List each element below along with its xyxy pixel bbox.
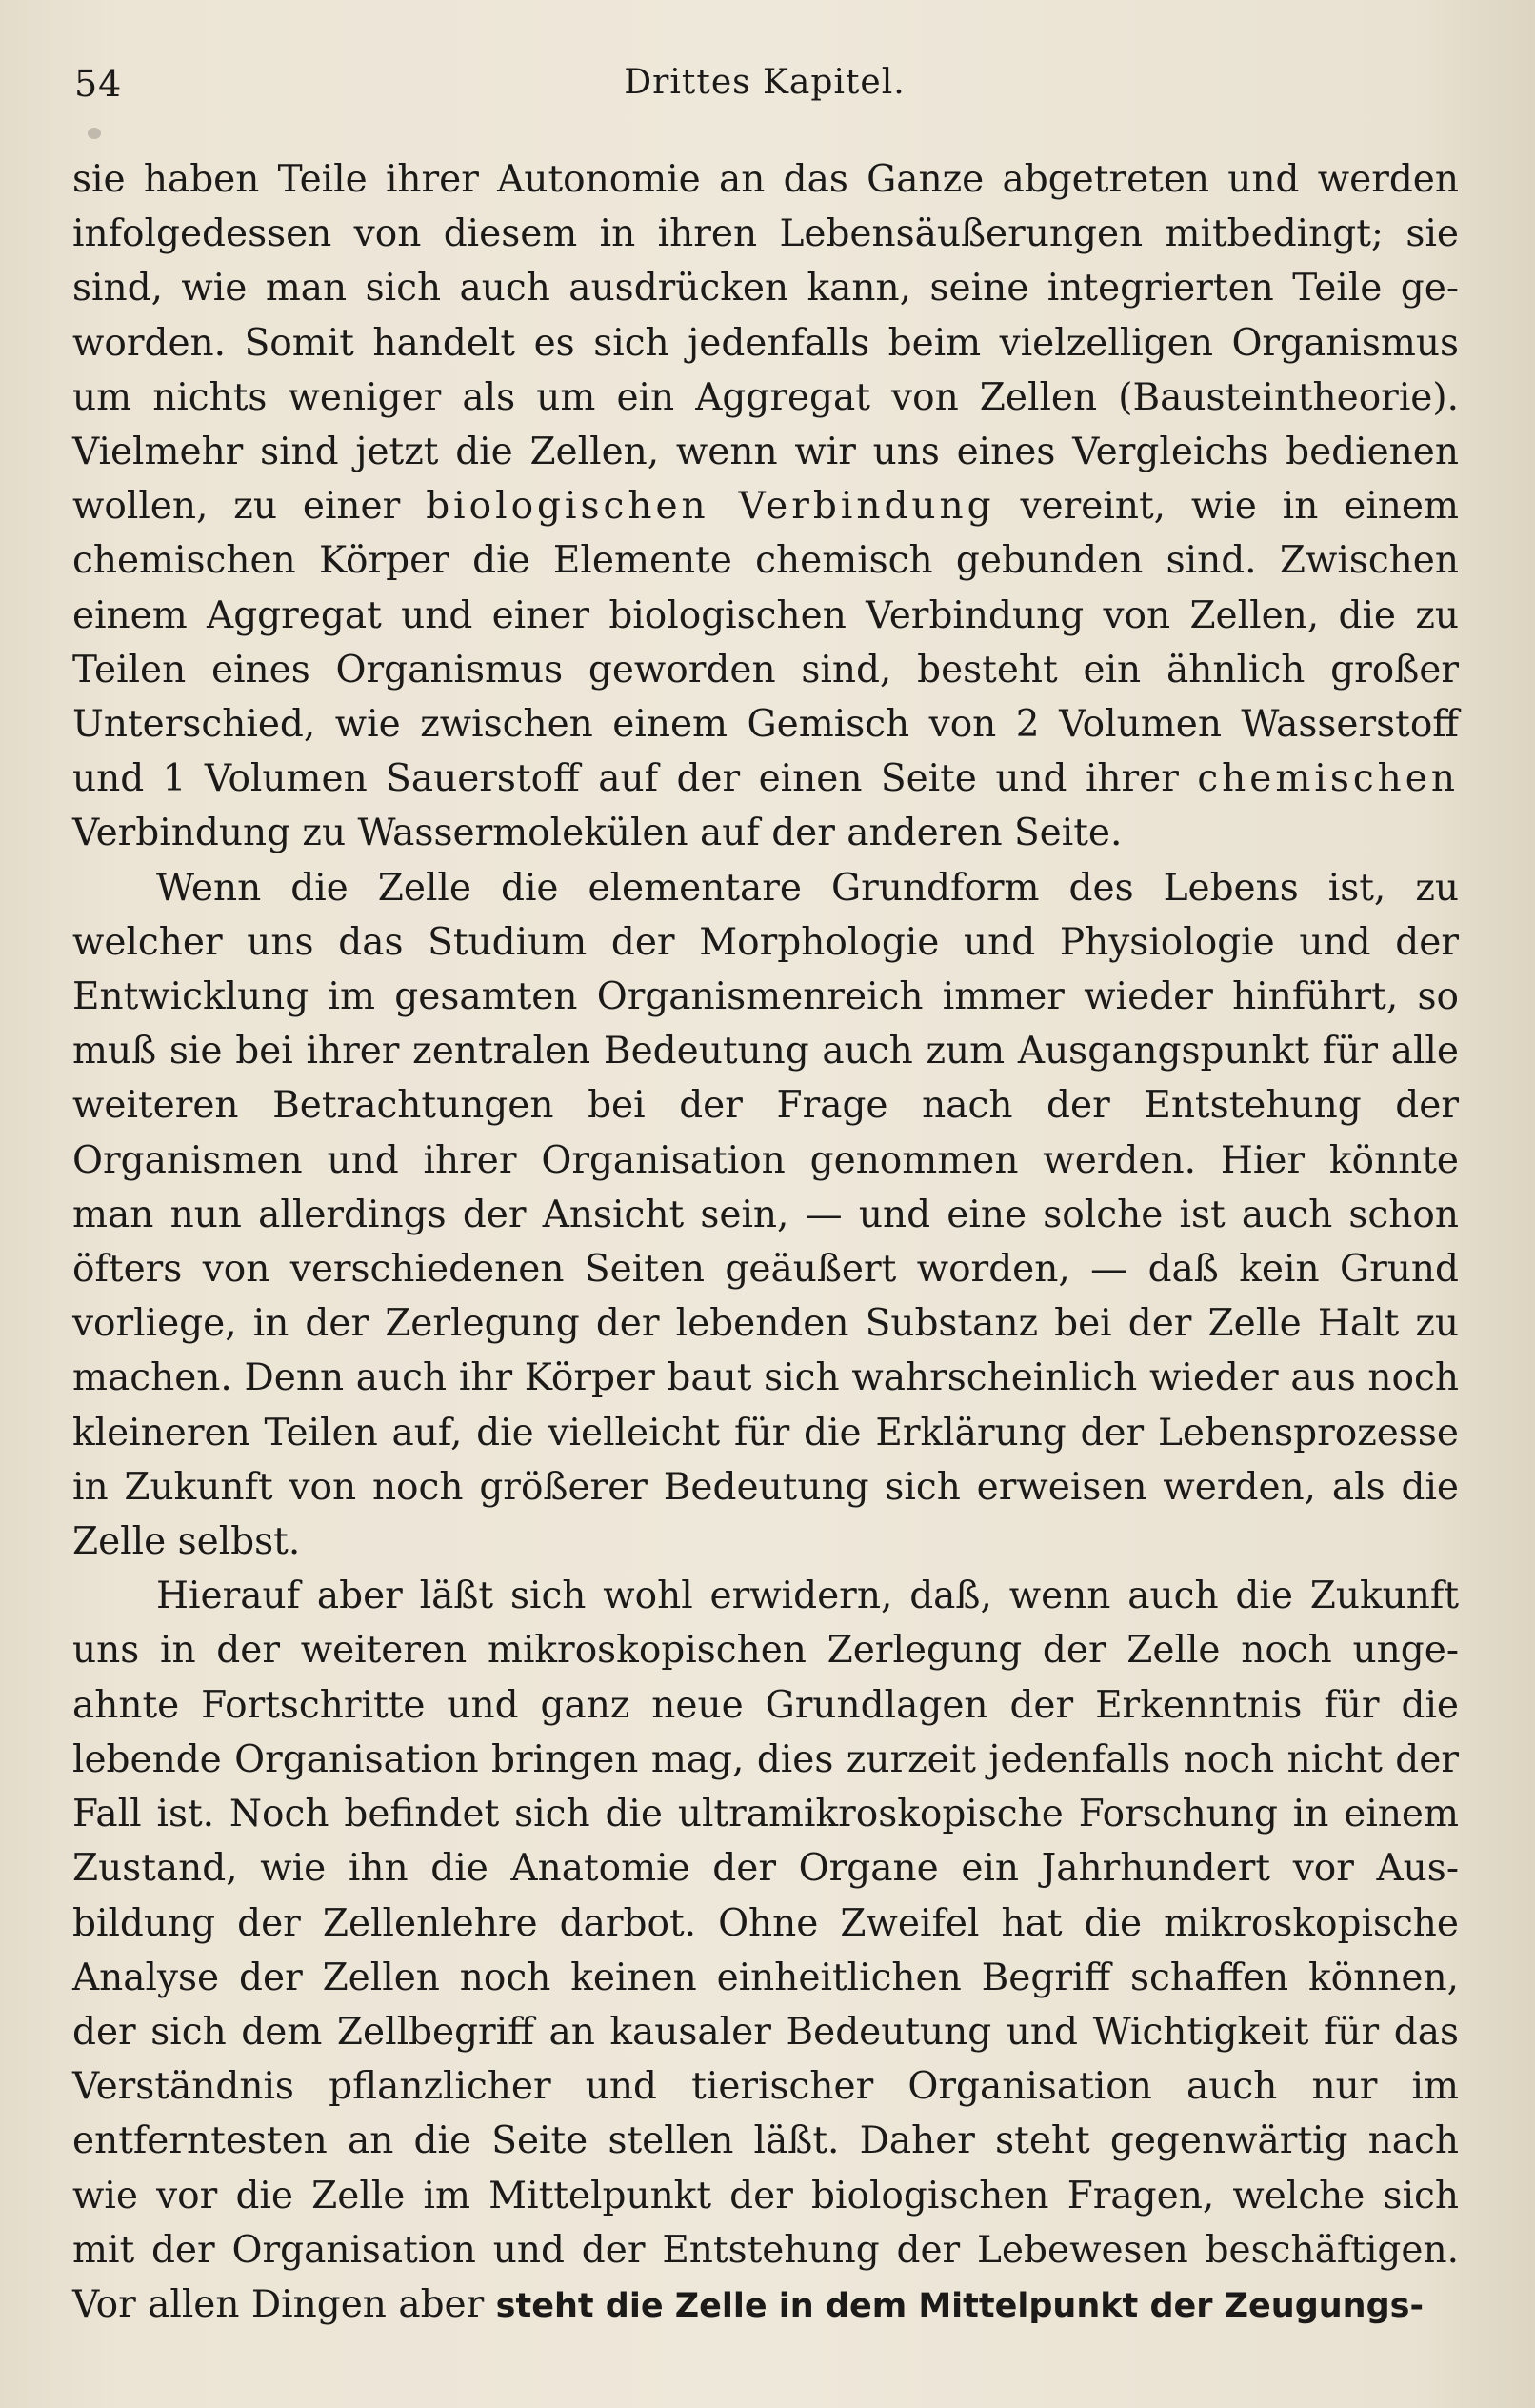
chapter-title: Drittes Kapitel.	[624, 63, 906, 102]
print-speck	[88, 128, 101, 139]
paragraph-3-text: Hierauf aber läßt sich wohl erwidern, daß, wenn auch die Zukunft uns in der weiteren mikroskopischen Zerlegung der Zelle noch ungeahnte Fortschritte und ganz neue Grundlagen der Erkenntnis für die lebende Organisation bringen mag, dies zurzeit jedenfalls noch nicht der Fall ist. Noch befindet sich die ultramikroskopische Forschung in einem Zustand, wie ihn die Anatomie der Organe ein Jahrhundert vor Ausbildung der Zellenlehre darbot. Ohne Zweifel hat die mikroskopische Analyse der Zellen noch keinen einheitlichen Begriff schaffen können, der sich dem Zellbegriff an kausaler Bedeutung und Wichtigkeit für das Verständnis pflanzlicher und tierischer Organisation auch nur im entferntesten an die Seite stellen läßt. Daher steht gegenwärtig nach wie vor die Zelle im Mittelpunkt der biologischen Fragen, welche sich mit der Organisation und der Entstehung der Lebewesen beschäftigen. Vor allen Dingen aber	[72, 1575, 1459, 2326]
running-head	[74, 63, 1455, 120]
paragraph-3	[72, 1569, 1459, 2334]
paragraph-1	[72, 152, 1459, 861]
emphasis-chemischen: chemischen	[1197, 757, 1459, 801]
paragraph-1-part-b: vereint, wie in einem chemischen Körper die Elemente chemisch gebunden sind. Zwischen einem Aggregat und einer biologischen Verbindung von Zellen, die zu Teilen eines Organismus geworden sind, besteht ein ähnlich großer Unterschied, wie zwischen einem Gemisch von 2 Volumen Wasserstoff und 1 Volumen Sauerstoff auf der einen Seite und ihrer	[72, 485, 1459, 801]
page-number: 54	[74, 63, 123, 105]
paragraph-1-part-a: sie haben Teile ihrer Autonomie an das Ganze abgetreten und werden infolgedessen von diesem in ihren Lebensäußerungen mitbedingt; sie sind, wie man sich auch ausdrücken kann, seine integrierten Teile geworden. Somit handelt es sich jedenfalls beim vielzelligen Organismus um nichts weniger als um ein Aggregat von Zellen (Bausteintheorie). Vielmehr sind jetzt die Zellen, wenn wir uns eines Vergleichs bedienen wollen, zu einer	[72, 158, 1459, 529]
paragraph-3-bold-tail: steht die Zelle in dem Mittelpunkt der Zeugungs-	[495, 2286, 1425, 2325]
paragraph-2: Wenn die Zelle die elementare Grundform des Lebens ist, zu welcher uns das Studium der Morphologie und Physiologie und der Entwicklung im gesamten Organismenreich immer wieder hinführt, so muß sie bei ihrer zentralen Bedeutung auch zum Ausgangspunkt für alle weiteren Betrachtungen bei der Frage nach der Entstehung der Organismen und ihrer Organisation genommen werden. Hier könnte man nun allerdings der Ansicht sein, — und eine solche ist auch schon öfters von verschiedenen Seiten geäußert worden, — daß kein Grund vorliege, in der Zerlegung der lebenden Substanz bei der Zelle Halt zu machen. Denn auch ihr Körper baut sich wahrscheinlich wieder aus noch kleineren Teilen auf, die vielleicht für die Erklärung der Lebensprozesse in Zukunft von noch größerer Bedeutung sich erweisen werden, als die Zelle selbst.	[72, 866, 1459, 1564]
paragraph-1-part-c: Verbindung zu Wassermolekülen auf der anderen Seite.	[72, 812, 1123, 855]
body-text	[72, 152, 1459, 2334]
emphasis-biologische-verbindung: biologischen Verbindung	[426, 485, 995, 529]
